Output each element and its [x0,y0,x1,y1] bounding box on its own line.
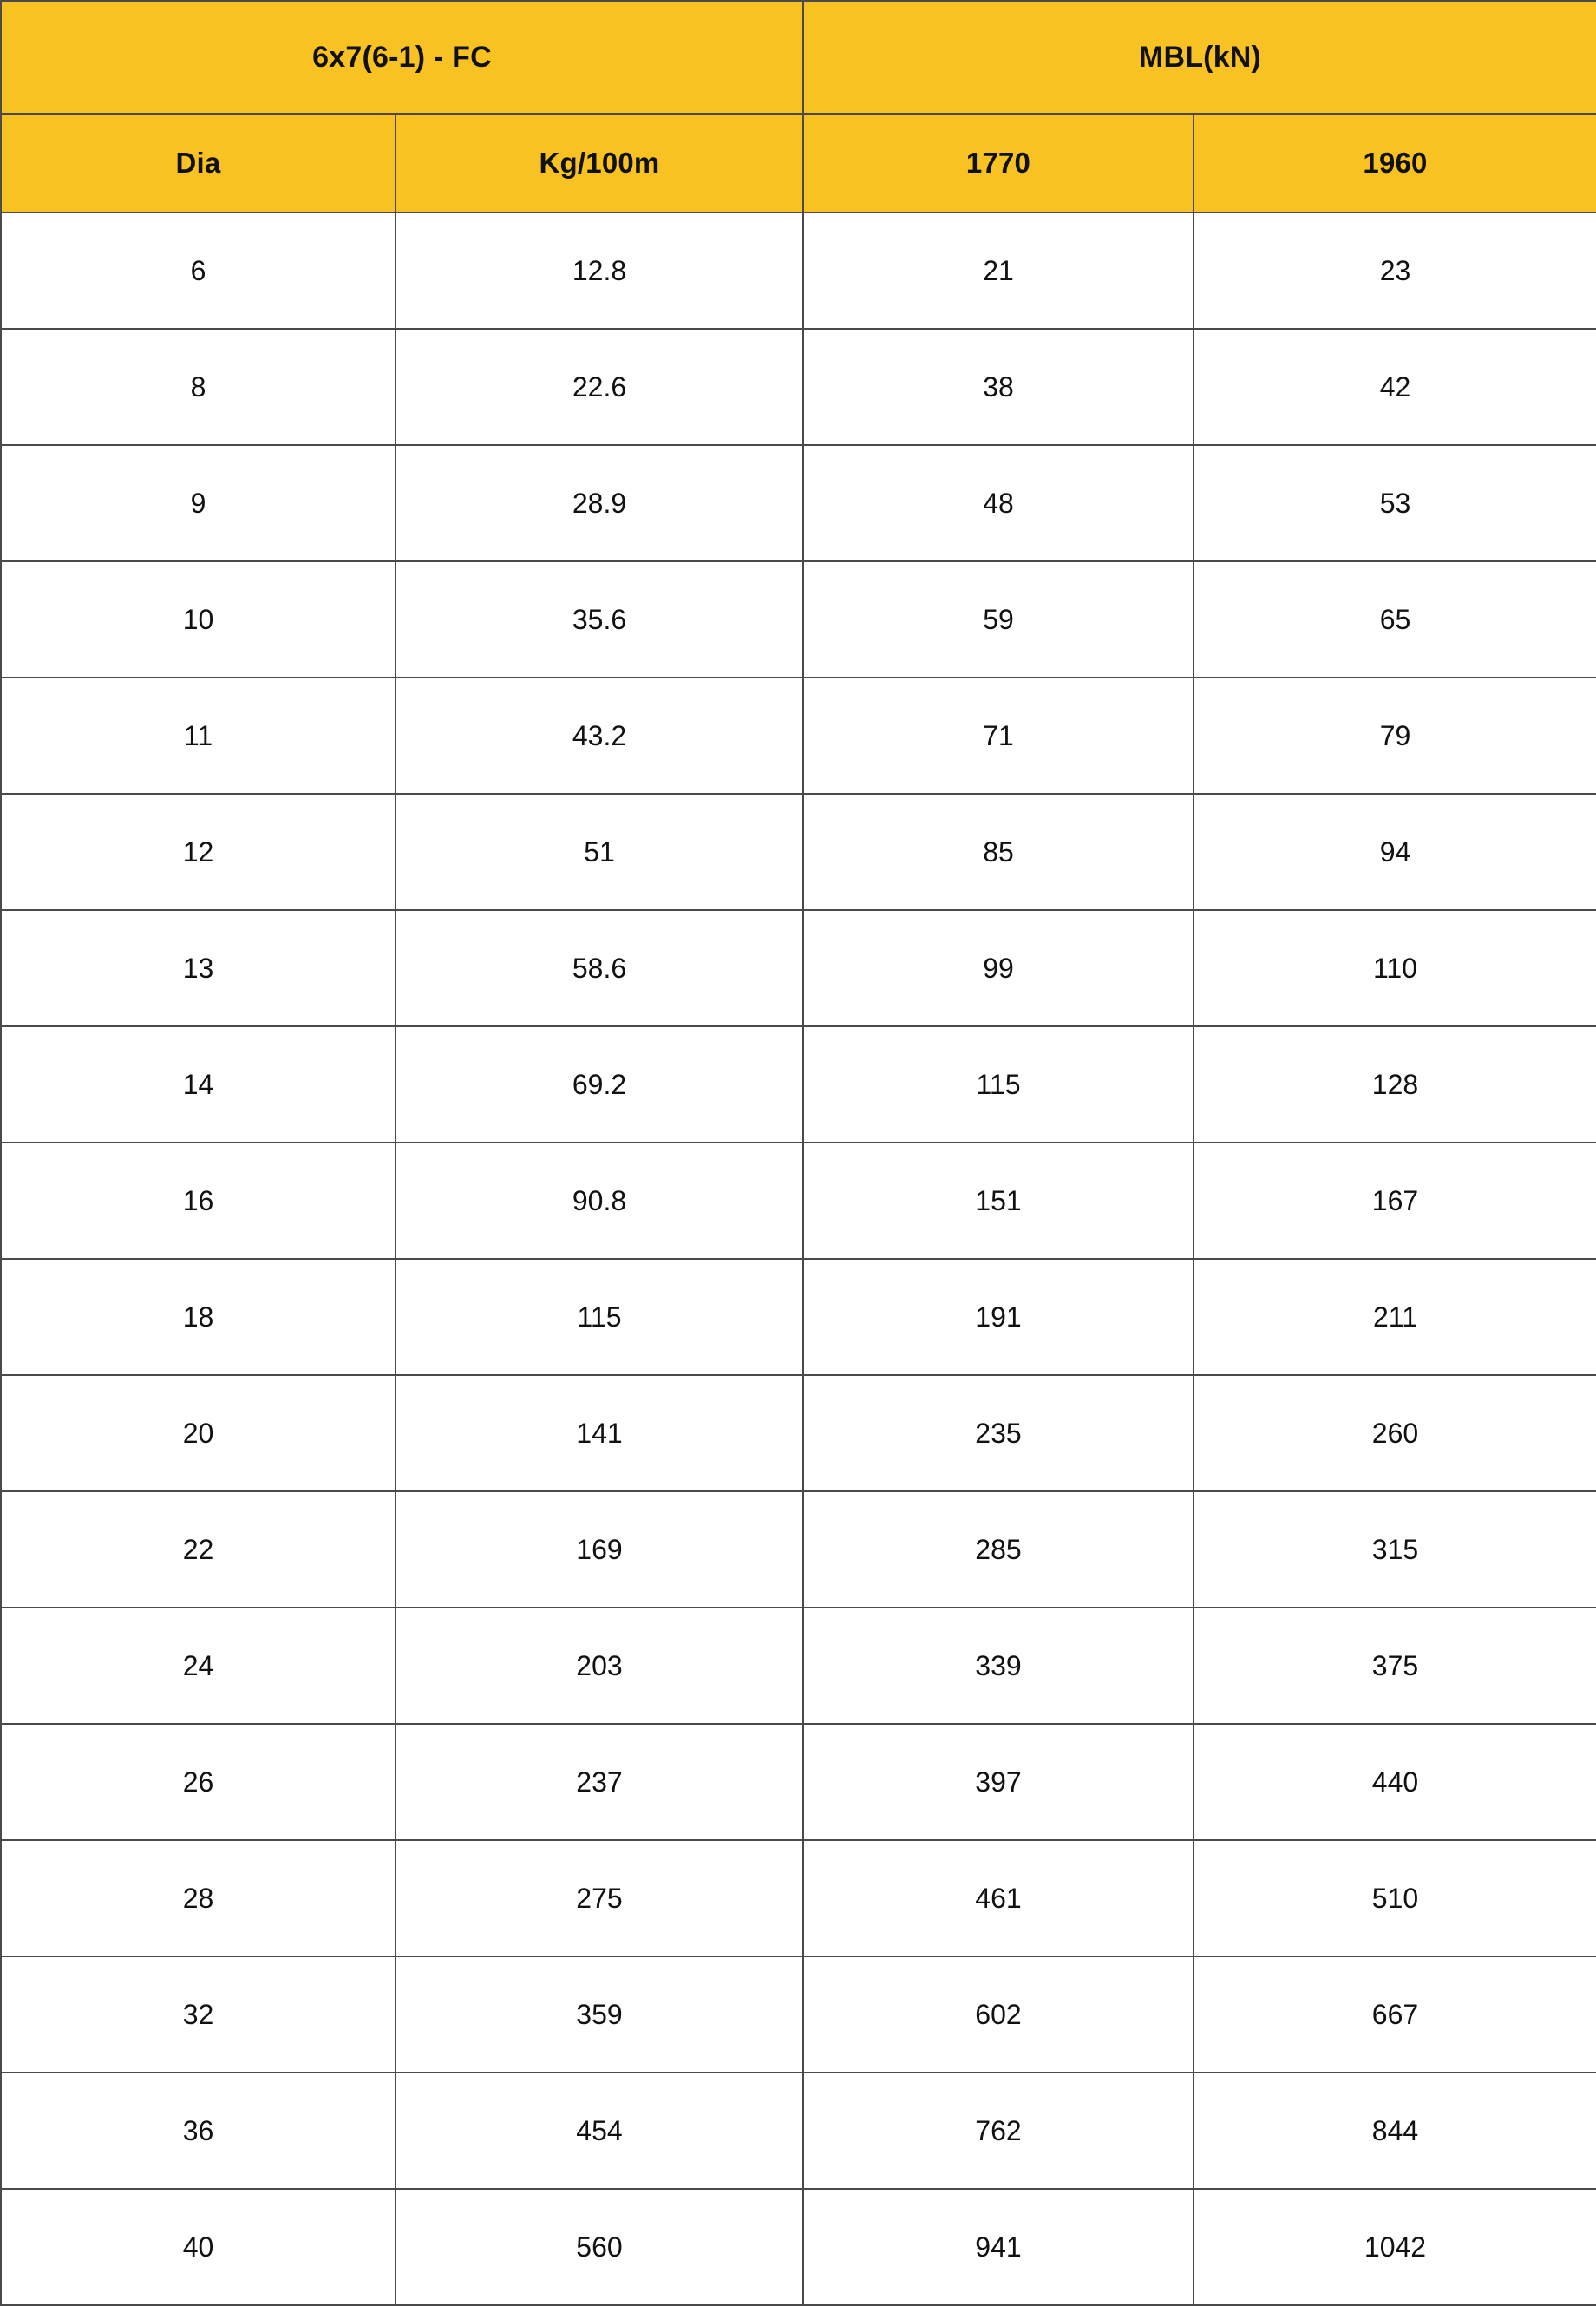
cell-mbl-1770: 285 [803,1491,1194,1608]
cell-dia: 22 [1,1491,396,1608]
cell-kg: 69.2 [396,1026,803,1143]
table-row [1,1840,1596,1956]
table-row [1,1026,1596,1143]
column-header-mbl-1960: 1960 [1194,114,1596,213]
cell-dia: 11 [1,678,396,794]
cell-mbl-1770: 48 [803,445,1194,561]
table-row [1,1724,1596,1840]
cell-mbl-1960: 65 [1194,561,1596,678]
column-header-mbl-1770: 1770 [803,114,1194,213]
table-header-column-row [1,114,1596,213]
cell-kg: 115 [396,1259,803,1375]
cell-mbl-1770: 21 [803,213,1194,329]
cell-mbl-1770: 941 [803,2189,1194,2305]
cell-mbl-1770: 99 [803,910,1194,1026]
table-row [1,561,1596,678]
cell-kg: 90.8 [396,1143,803,1259]
cell-mbl-1960: 128 [1194,1026,1596,1143]
cell-mbl-1960: 440 [1194,1724,1596,1840]
cell-mbl-1770: 397 [803,1724,1194,1840]
cell-mbl-1770: 85 [803,794,1194,910]
cell-mbl-1960: 260 [1194,1375,1596,1491]
cell-mbl-1770: 461 [803,1840,1194,1956]
cell-dia: 8 [1,329,396,445]
table-row [1,794,1596,910]
cell-mbl-1960: 79 [1194,678,1596,794]
cell-kg: 58.6 [396,910,803,1026]
cell-kg: 454 [396,2073,803,2189]
cell-kg: 560 [396,2189,803,2305]
table-row [1,1375,1596,1491]
table-row [1,1491,1596,1608]
cell-mbl-1770: 38 [803,329,1194,445]
cell-dia: 13 [1,910,396,1026]
cell-kg: 12.8 [396,213,803,329]
table-header [1,1,1596,213]
table-row [1,2073,1596,2189]
cell-mbl-1960: 510 [1194,1840,1596,1956]
cell-mbl-1770: 339 [803,1608,1194,1724]
cell-mbl-1770: 191 [803,1259,1194,1375]
table-body [1,213,1596,2305]
table-row [1,329,1596,445]
cell-kg: 51 [396,794,803,910]
cell-dia: 26 [1,1724,396,1840]
table-row [1,1259,1596,1375]
cell-kg: 203 [396,1608,803,1724]
cell-dia: 10 [1,561,396,678]
table-row [1,1956,1596,2073]
cell-mbl-1960: 94 [1194,794,1596,910]
cell-dia: 12 [1,794,396,910]
cell-mbl-1960: 110 [1194,910,1596,1026]
cell-mbl-1960: 375 [1194,1608,1596,1724]
cell-mbl-1770: 602 [803,1956,1194,2073]
cell-dia: 40 [1,2189,396,2305]
cell-kg: 22.6 [396,329,803,445]
cell-mbl-1770: 115 [803,1026,1194,1143]
cell-dia: 20 [1,1375,396,1491]
cell-mbl-1960: 315 [1194,1491,1596,1608]
cell-dia: 16 [1,1143,396,1259]
cell-kg: 275 [396,1840,803,1956]
table-row [1,445,1596,561]
cell-mbl-1770: 151 [803,1143,1194,1259]
table-row [1,910,1596,1026]
table-row [1,678,1596,794]
cell-dia: 24 [1,1608,396,1724]
table-row [1,213,1596,329]
cell-dia: 14 [1,1026,396,1143]
cell-dia: 9 [1,445,396,561]
cell-dia: 28 [1,1840,396,1956]
table-row [1,1143,1596,1259]
cell-mbl-1770: 59 [803,561,1194,678]
cell-mbl-1960: 667 [1194,1956,1596,2073]
cell-dia: 36 [1,2073,396,2189]
cell-kg: 359 [396,1956,803,2073]
column-header-kg-per-100m: Kg/100m [396,114,803,213]
table-row [1,1608,1596,1724]
cell-mbl-1960: 211 [1194,1259,1596,1375]
cell-kg: 169 [396,1491,803,1608]
cell-kg: 141 [396,1375,803,1491]
cell-kg: 43.2 [396,678,803,794]
cell-kg: 28.9 [396,445,803,561]
cell-mbl-1960: 53 [1194,445,1596,561]
cell-mbl-1960: 844 [1194,2073,1596,2189]
cell-mbl-1770: 762 [803,2073,1194,2189]
column-header-dia: Dia [1,114,396,213]
cell-mbl-1960: 42 [1194,329,1596,445]
header-mbl: MBL(kN) [803,1,1596,114]
cell-kg: 237 [396,1724,803,1840]
cell-kg: 35.6 [396,561,803,678]
cell-mbl-1770: 71 [803,678,1194,794]
cell-mbl-1960: 23 [1194,213,1596,329]
cell-mbl-1960: 1042 [1194,2189,1596,2305]
cell-mbl-1960: 167 [1194,1143,1596,1259]
cell-mbl-1770: 235 [803,1375,1194,1491]
table-header-group-row [1,1,1596,114]
cell-dia: 6 [1,213,396,329]
cell-dia: 32 [1,1956,396,2073]
header-construction: 6x7(6-1) - FC [1,1,803,114]
cell-dia: 18 [1,1259,396,1375]
